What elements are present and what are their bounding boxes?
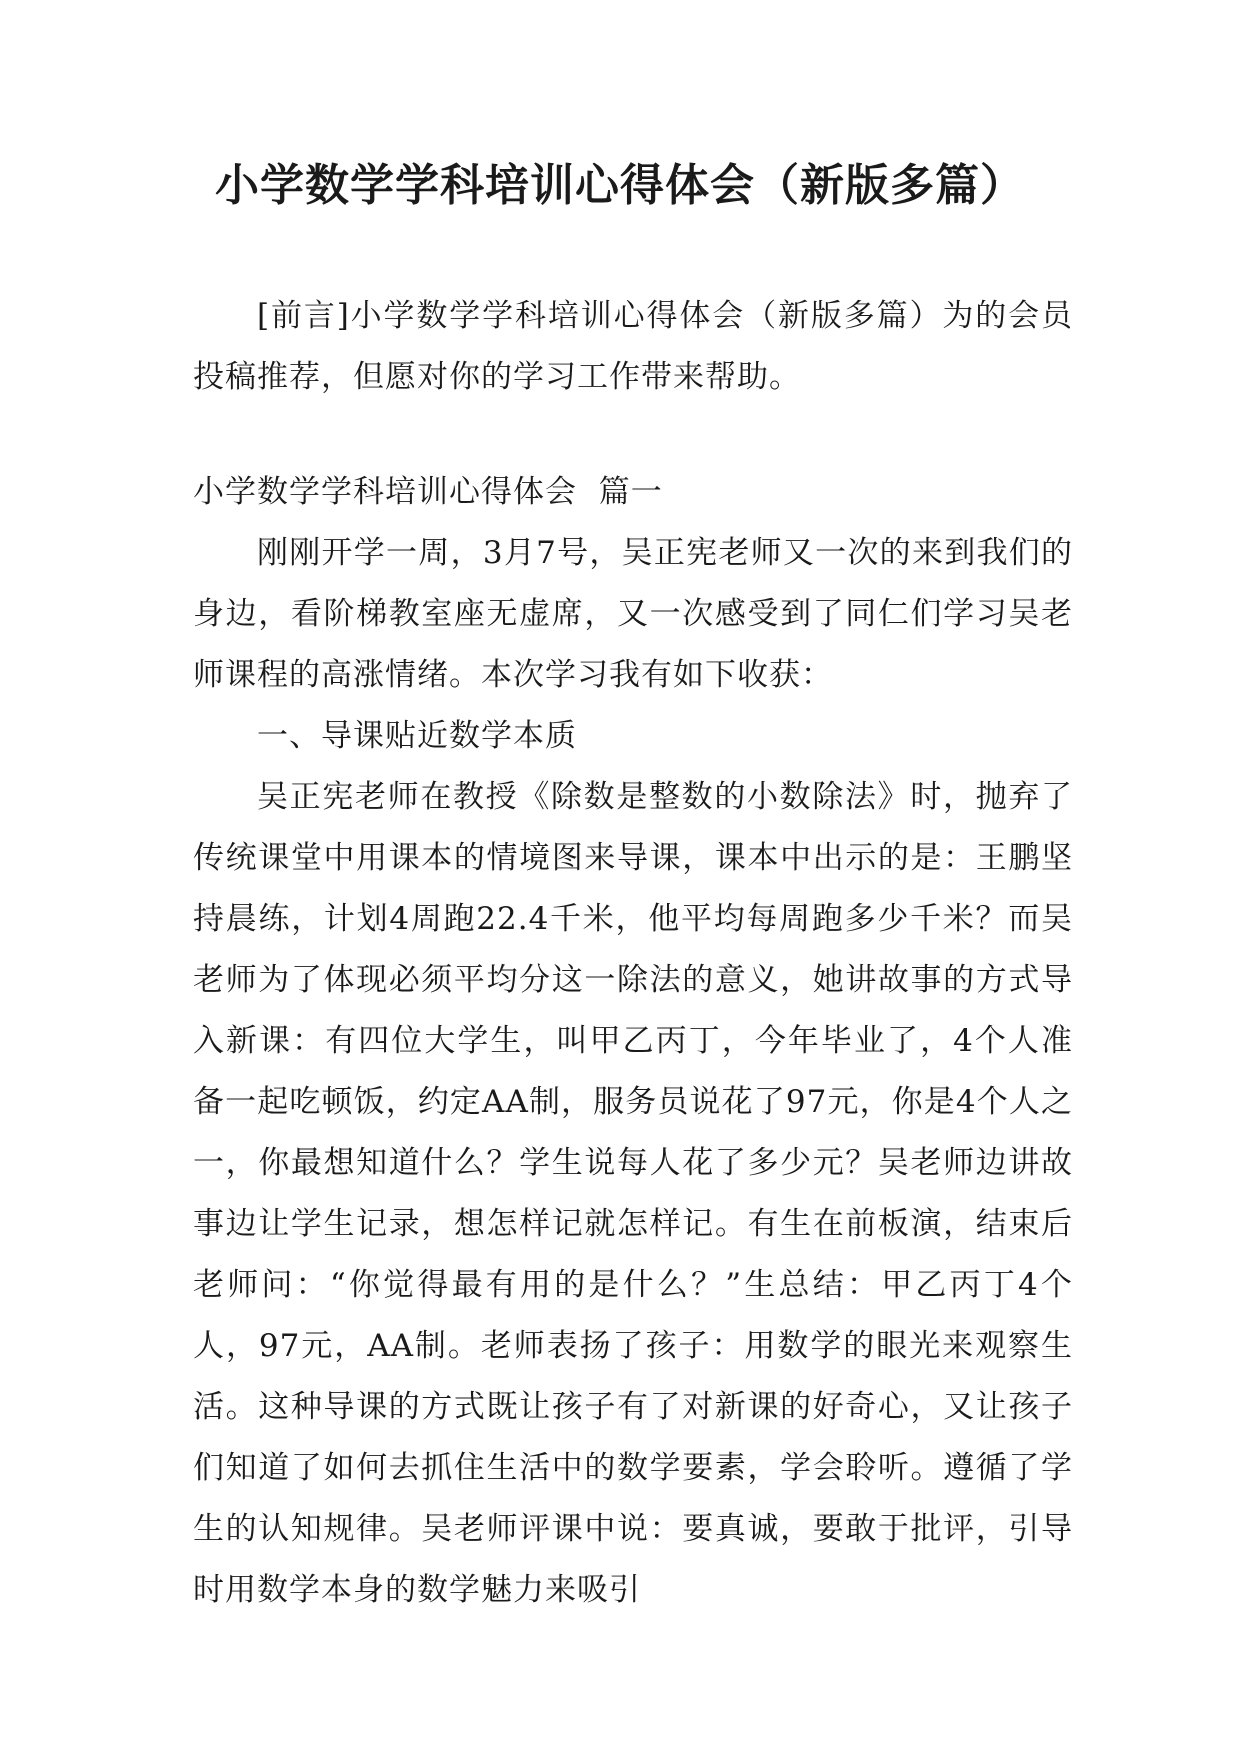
- paragraph: 吴正宪老师在教授《除数是整数的小数除法》时，抛弃了传统课堂中用课本的情境图来导课，课本中出示的是：王鹏坚持晨练，计划4周跑22.4千米，他平均每周跑多少千米？而吴老师为了体现必须平均分这一除法的意义，她讲故事的方式导入新课：有四位大学生，叫甲乙丙丁，今年毕业了，4个人准备一起吃顿饭，约定AA制，服务员说花了97元，你是4个人之一，你最想知道什么？学生说每人花了多少元？吴老师边讲故事边让学生记录，想怎样记就怎样记。有生在前板演，结束后老师问：“你觉得最有用的是什么？”生总结：甲乙丙丁4个人，97元，AA制。老师表扬了孩子：用数学的眼光来观察生活。这种导课的方式既让孩子有了对新课的好奇心，又让孩子们知道了如何去抓住生活中的数学要素，学会聆听。遵循了学生的认知规律。吴老师评课中说：要真诚，要敢于批评，引导时用数学本身的数学魅力来吸引: [193, 779, 1073, 1608]
- article-body: [193, 462, 1073, 1621]
- document-title: 小学数学学科培训心得体会（新版多篇）: [215, 160, 1025, 211]
- section-heading: 小学数学学科培训心得体会 篇一: [193, 474, 663, 510]
- paragraph: 刚刚开学一周，3月7号，吴正宪老师又一次的来到我们的身边，看阶梯教室座无虚席，又一次感受到了同仁们学习吴老师课程的高涨情绪。本次学习我有如下收获：: [193, 535, 1073, 693]
- preface-block: [193, 286, 1073, 408]
- preface-paragraph: [前言]小学数学学科培训心得体会（新版多篇）为的会员投稿推荐，但愿对你的学习工作带来帮助。: [193, 298, 1073, 395]
- subheading: 一、导课贴近数学本质: [257, 718, 577, 754]
